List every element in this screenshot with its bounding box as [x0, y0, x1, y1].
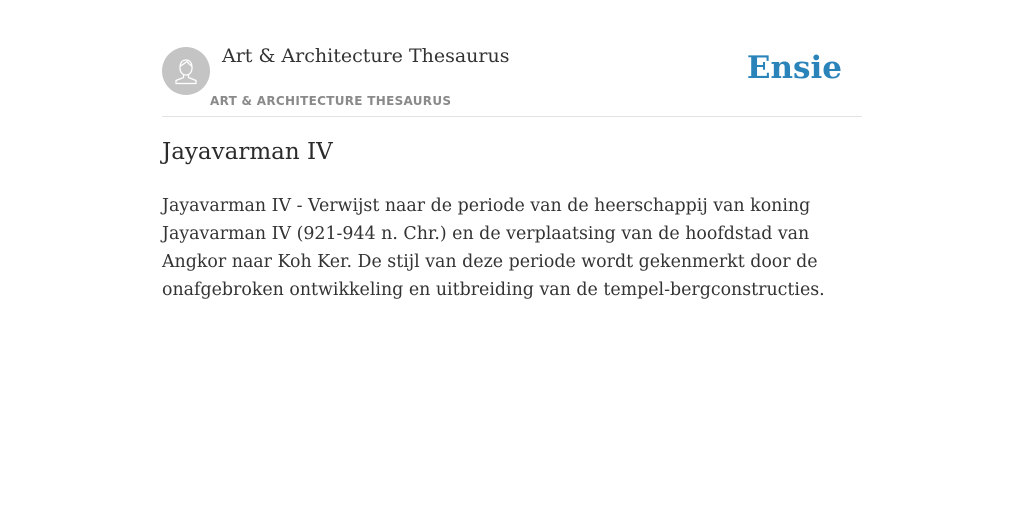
brand-logo[interactable]: Ensie — [746, 50, 842, 86]
source-subtitle: ART & ARCHITECTURE THESAURUS — [210, 94, 452, 108]
source-title[interactable]: Art & Architecture Thesaurus — [222, 45, 510, 67]
source-header — [162, 0, 862, 117]
entry-card — [162, 0, 862, 300]
user-silhouette-icon — [162, 47, 210, 95]
entry-title: Jayavarman IV — [162, 139, 333, 165]
source-avatar[interactable] — [162, 47, 210, 95]
entry-body: Jayavarman IV - Verwijst naar de periode van de heerschappij van koning Jayavarman IV (921-944 n. Chr.) en de verplaatsing van de hoofdstad van Angkor naar Koh Ker. De stijl van deze periode wordt gekenmerkt door de onafgebroken ontwikkeling en uitbreiding van de tempel-bergconstructies. — [162, 196, 825, 300]
